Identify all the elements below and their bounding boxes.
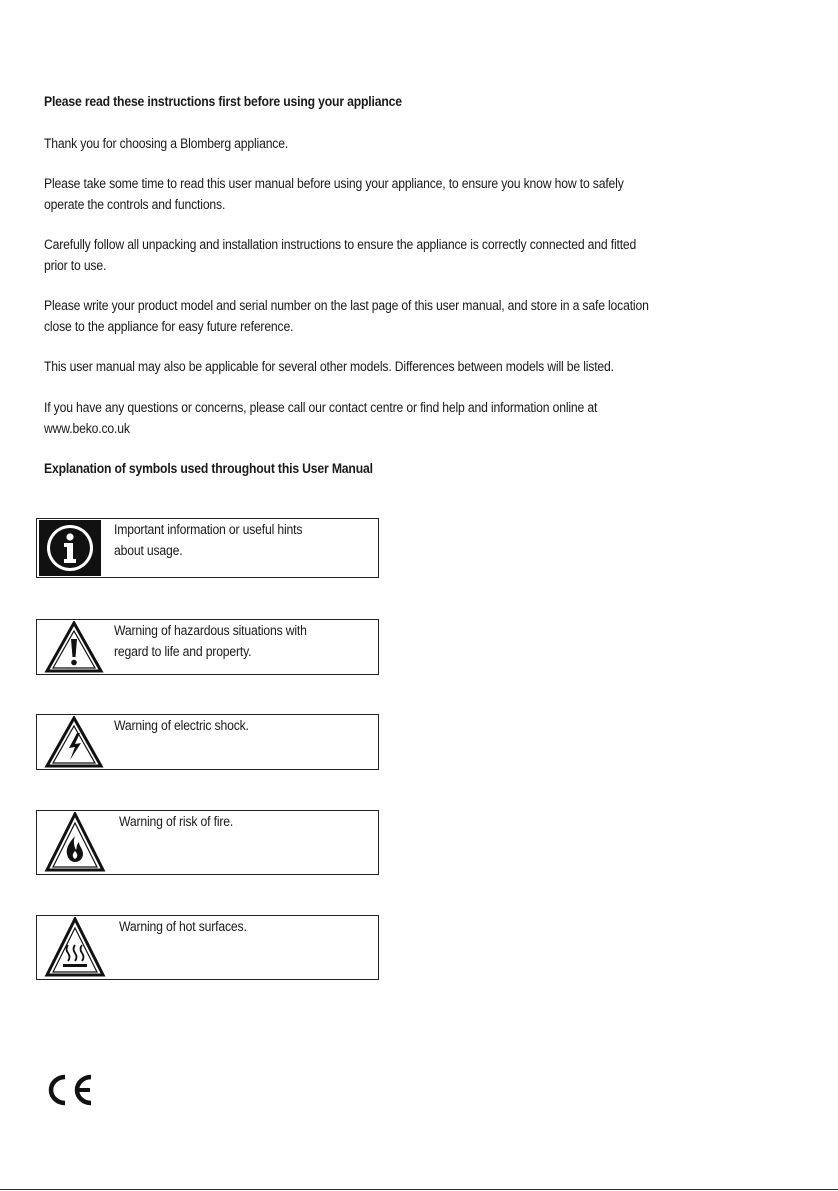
page-heading: Please read these instructions first before using your appliance — [44, 94, 402, 110]
intro-paragraph-models: This user manual may also be applicable for several other models. Differences between models will be listed. — [44, 359, 614, 375]
hot-surface-icon — [44, 917, 106, 982]
intro-paragraph-read-manual-line2: operate the controls and functions. — [44, 197, 226, 213]
symbol-electric-text: Warning of electric shock. — [114, 718, 249, 734]
symbol-electric-box — [36, 714, 379, 770]
symbol-warning-box — [36, 619, 379, 675]
fire-hazard-icon — [44, 812, 106, 877]
intro-paragraph-contact-line1: If you have any questions or concerns, please call our contact centre or find help and information online at — [44, 400, 598, 416]
intro-paragraph-thanks: Thank you for choosing a Blomberg appliance. — [44, 136, 289, 152]
website-link[interactable]: www.beko.co.uk — [44, 421, 130, 437]
symbol-warning-text: Warning of hazardous situations with regard to life and property. — [114, 623, 307, 660]
electric-shock-icon — [44, 716, 104, 773]
symbol-info-text: Important information or useful hints about usage. — [114, 522, 303, 559]
symbols-heading: Explanation of symbols used throughout this User Manual — [44, 461, 373, 477]
intro-paragraph-serial-line1: Please write your product model and serial number on the last page of this user manual, and store in a safe location — [44, 298, 649, 314]
intro-paragraph-installation-line1: Carefully follow all unpacking and installation instructions to ensure the appliance is correctly connected and fitted — [44, 237, 637, 253]
warning-exclamation-icon — [44, 621, 104, 678]
footer-rule — [0, 1189, 838, 1190]
symbol-hot-surface-box — [36, 915, 379, 980]
intro-paragraph-read-manual-line1: Please take some time to read this user manual before using your appliance, to ensure you know how to safely — [44, 176, 624, 192]
symbol-fire-box — [36, 810, 379, 875]
symbol-fire-text: Warning of risk of fire. — [119, 814, 234, 830]
intro-paragraph-installation-line2: prior to use. — [44, 258, 107, 274]
ce-mark-logo — [43, 1073, 95, 1112]
info-icon — [39, 520, 101, 581]
intro-paragraph-serial-line2: close to the appliance for easy future reference. — [44, 319, 294, 335]
symbol-hot-surface-text: Warning of hot surfaces. — [119, 919, 247, 935]
symbol-info-box — [36, 518, 379, 578]
